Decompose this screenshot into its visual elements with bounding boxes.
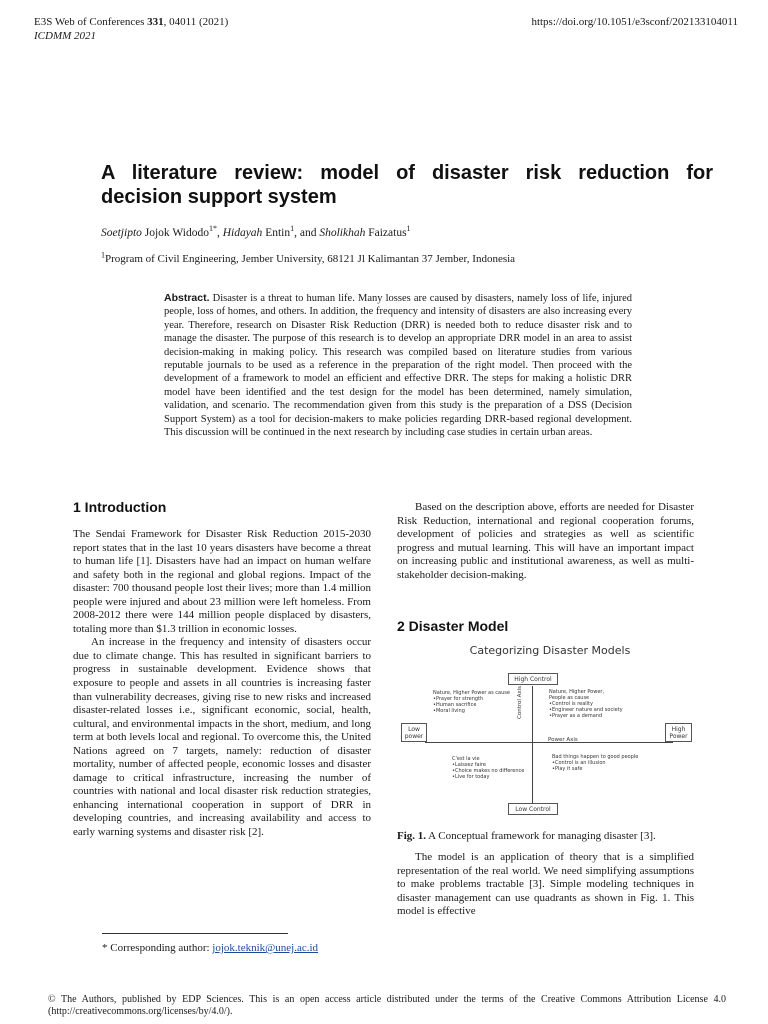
title-line-2: decision support system <box>101 186 337 208</box>
model-paragraph-container <box>397 851 694 919</box>
author-email-link[interactable]: jojok.teknik@unej.ac.id <box>212 942 319 954</box>
paper-title <box>101 161 713 209</box>
abstract-label: Abstract. <box>164 292 210 304</box>
control-axis-label: Control Axis <box>517 685 523 719</box>
title-line-1: A literature review: model of disaster risk reduction for <box>101 162 713 184</box>
corresponding-author-footnote: * Corresponding author: jojok.teknik@unej.ac.id <box>102 942 319 954</box>
author-list: Soetjipto Jojok Widodo$^{1*}$, Hidayah Entin$^1$, and Sholikhah Faizatus$^1$ <box>101 224 411 239</box>
abstract <box>164 292 632 439</box>
quadrant-bottom-left: C'est la vie •Laissez faire •Choice makes no difference •Live for today <box>452 756 525 780</box>
section-heading-introduction: 1 Introduction <box>73 499 167 515</box>
high-control-box: High Control <box>508 673 558 685</box>
quadrant-top-right: Nature, Higher Power, People as cause •Control is reality •Engineer nature and society •Prayer as a demand <box>549 689 623 719</box>
abstract-text: Disaster is a threat to human life. Many losses are caused by disasters, namely loss of life, injured people, loss of homes, and others. In addition, the frequency and intensity of disasters are also increasing every year. Therefore, research on Disaster Risk Reduction (DRR) is needed both to reduce disaster risk and to manage the disaster. The purpose of this research is to develop an appropriate DRR model in an area to assist decision-making in making policy. This research was compiled based on literature studies from various reputable journals to be used as a reference in the preparation of the right model. Then proceed with the development of a framework to model an efficient and effective DRR. The steps for making a holistic DRR model have been identified and the test design for the model has been determined, namely simulation, validation, and scenario. The recommendation given from this study is the preparation of a DSS (Decision Support System) as a tool for decision-makers to make policies regarding DRR-based regional development. This discussion will be continued in the next research by including case studies in certain urban areas. <box>164 293 632 439</box>
right-paragraph-1: Based on the description above, efforts are needed for Disaster Risk Reduction, international and regional cooperation forums, development of policies and strategies as well as scientific progress and mutual learning. This will have an important impact on increasing public and institutional awareness, as well as multi-stakeholder decision-making. <box>397 501 694 581</box>
section-heading-disaster-model: 2 Disaster Model <box>397 618 509 634</box>
power-axis-label: Power Axis <box>548 737 578 743</box>
intro-paragraph-1: The Sendai Framework for Disaster Risk Reduction 2015-2030 report states that in the last 10 years disasters have become a threat to human life [1]. Disasters have had an impact on human welfare and safety both in the regional and global regions. Impact of the disaster: 700 thousand people lost their lives; more than 1.4 million people were injured and about 23 million were left homeless. From 2008-2012 there were 144 million people displaced by disasters, totaling more than $1.3 trillion in economic losses. <box>73 528 371 635</box>
low-power-box: Low power <box>401 723 427 742</box>
left-column <box>73 528 371 840</box>
figure-title: Categorizing Disaster Models <box>469 644 631 657</box>
affiliation: $^1$Program of Civil Engineering, Jember University, 68121 Jl Kalimantan 37 Jember, Indonesia <box>101 250 516 265</box>
figure-caption: Fig. 1. A Conceptual framework for managing disaster [3]. <box>397 830 656 842</box>
control-axis-line <box>532 686 533 803</box>
intro-paragraph-2: An increase in the frequency and intensity of disasters occur due to climate change. This has resulted in significant barriers to progress in sustainable development. Evidence shows that exposure to people and assets in all countries is increasing faster than vulnerability decreases, giving rise to new risks and increased disaster-related losses i.e., significant economic, social, health, cultural, and environmental impacts in the short, medium, and long term at both levels local and regional. To overcome this, the United Nations agreed on 7 targets, namely: reduction of disaster mortality, number of affected people, economic losses and disaster damage to critical infrastructure, increasing the number of countries with national and local disaster risk reduction strategies, enhancing international cooperation in support of DRR in developing countries, and increasing availability and access to early warning systems and disaster risk [2]. <box>73 636 371 839</box>
quadrant-top-left: Nature, Higher Power as cause •Prayer for strength •Human sacrifice •Moral living <box>433 690 510 714</box>
conference-name: ICDMM 2021 <box>34 30 97 42</box>
high-power-box: High Power <box>665 723 692 742</box>
volume-number: 331 <box>147 16 164 28</box>
footnote-divider <box>102 933 288 934</box>
right-column <box>397 501 694 582</box>
journal-citation: E3S Web of Conferences 331, 04011 (2021) <box>34 16 229 28</box>
low-control-box: Low Control <box>508 803 558 815</box>
license-notice: © The Authors, published by EDP Sciences. This is an open access article distributed under the terms of the Creative Commons Attribution License 4.0 (http://creativecommons.org/licenses/by/4.0/). <box>48 994 726 1017</box>
model-paragraph-1: The model is an application of theory that is a simplified representation of the real world. We need simplifying assumptions to make problems tractable [3]. Simple modeling techniques in disaster management can use quadrants as shown in Fig. 1. This model is effective <box>397 851 694 918</box>
quadrant-diagram <box>398 668 694 816</box>
running-header-left <box>34 15 228 43</box>
quadrant-bottom-right: Bad things happen to good people •Control is an illusion •Play it safe <box>552 754 639 772</box>
doi-link[interactable]: https://doi.org/10.1051/e3sconf/202133104011 <box>531 16 738 28</box>
figure-caption-label: Fig. 1. <box>397 830 427 842</box>
